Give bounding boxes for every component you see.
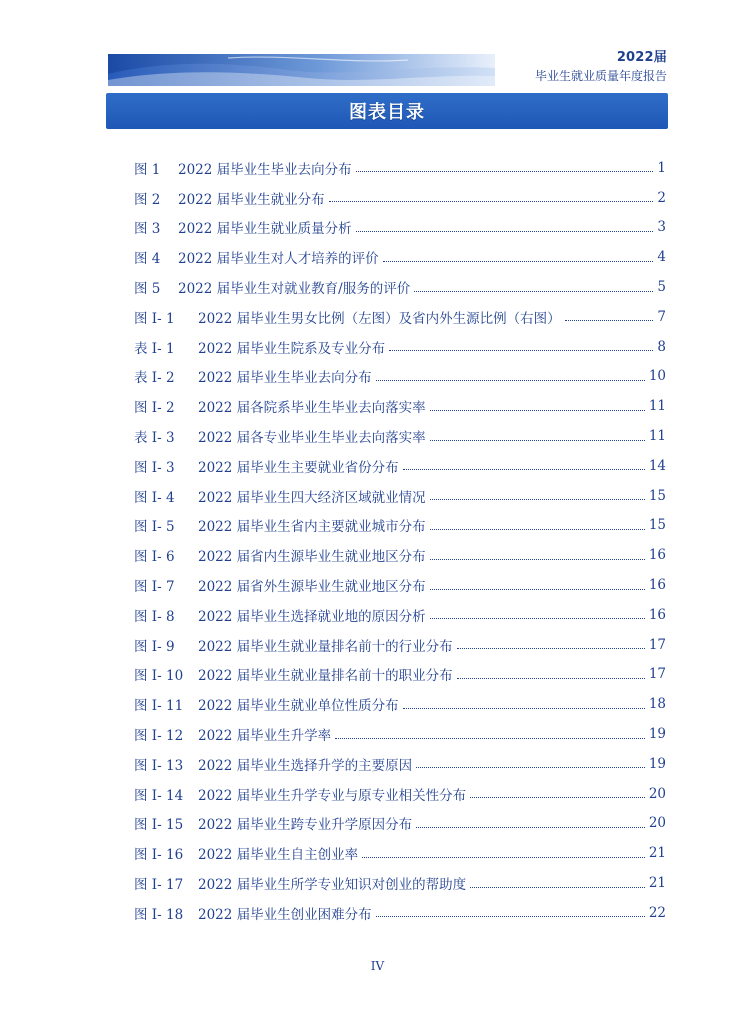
toc-entry-title: 2022 届毕业生就业分布 (178, 191, 325, 208)
toc-entry-page: 19 (648, 755, 666, 772)
toc-entry[interactable] (134, 511, 666, 541)
toc-entry-title: 2022 届毕业生创业困难分布 (198, 906, 372, 923)
toc-entry-label: 表 I- 3 (134, 430, 175, 447)
toc-entry-page: 1 (657, 159, 666, 176)
toc-entry[interactable] (134, 749, 666, 779)
toc-entry-label: 图 I- 12 (134, 728, 184, 745)
dot-leader (416, 767, 645, 768)
toc-entry[interactable] (134, 600, 666, 630)
toc-entry-label: 图 I- 14 (134, 787, 184, 804)
dot-leader (565, 320, 654, 321)
dot-leader (403, 708, 645, 709)
toc-entry-title: 2022 届省外生源毕业生就业地区分布 (198, 579, 426, 596)
toc-entry-label: 表 I- 2 (134, 370, 175, 387)
toc-entry-page: 20 (648, 815, 666, 832)
dot-leader (356, 171, 654, 172)
toc-entry-label: 图 I- 5 (134, 519, 175, 536)
toc-entry-title: 2022 届毕业生就业量排名前十的职业分布 (198, 668, 453, 685)
toc-entry-page: 11 (648, 428, 666, 445)
dot-leader (457, 648, 645, 649)
toc-entry[interactable] (134, 272, 666, 302)
toc-entry[interactable] (134, 660, 666, 690)
toc-entry-title: 2022 届毕业生自主创业率 (198, 847, 359, 864)
toc-entry-label: 图 I- 17 (134, 877, 184, 894)
toc-entry-title: 2022 届毕业生跨专业升学原因分布 (198, 817, 413, 834)
toc-entry-page: 17 (648, 666, 666, 683)
toc-entry[interactable] (134, 391, 666, 421)
toc-entry-label: 表 I- 1 (134, 340, 175, 357)
toc-entry-title: 2022 届毕业生男女比例（左图）及省内外生源比例（右图） (198, 310, 561, 327)
header-wave-banner (108, 54, 495, 86)
toc-entry-page: 20 (648, 785, 666, 802)
toc-entry-page: 8 (657, 338, 666, 355)
dot-leader (335, 738, 645, 739)
dot-leader (430, 618, 645, 619)
toc-entry[interactable] (134, 183, 666, 213)
toc-entry-label: 图 1 (134, 161, 161, 178)
toc-entry[interactable] (134, 362, 666, 392)
toc-entry-page: 4 (657, 249, 666, 266)
toc-entry-page: 5 (657, 279, 666, 296)
dot-leader (430, 529, 645, 530)
toc-entry-page: 2 (657, 189, 666, 206)
toc-entry-title: 2022 届毕业生选择就业地的原因分析 (198, 608, 426, 625)
report-title: 毕业生就业质量年度报告 (534, 69, 667, 83)
toc-entry-label: 图 I- 1 (134, 310, 175, 327)
dot-leader (430, 589, 645, 590)
dot-leader (430, 440, 645, 441)
toc-entry[interactable] (134, 451, 666, 481)
toc-entry-title: 2022 届毕业生院系及专业分布 (198, 340, 386, 357)
toc-entry-title: 2022 届毕业生对人才培养的评价 (178, 251, 379, 268)
toc-entry-page: 7 (657, 308, 666, 325)
toc-entry-page: 16 (648, 606, 666, 623)
toc-entry-label: 图 I- 3 (134, 459, 175, 476)
toc-entry[interactable] (134, 868, 666, 898)
toc-entry-title: 2022 届毕业生就业单位性质分布 (198, 698, 399, 715)
dot-leader (329, 201, 654, 202)
toc-entry-label: 图 2 (134, 191, 161, 208)
toc-entry-label: 图 I- 15 (134, 817, 184, 834)
toc-entry[interactable] (134, 630, 666, 660)
toc-entry-title: 2022 届各院系毕业生毕业去向落实率 (198, 400, 426, 417)
toc-entry-title: 2022 届毕业生选择升学的主要原因 (198, 757, 413, 774)
toc-entry-label: 图 5 (134, 281, 161, 298)
table-of-figures (134, 153, 666, 928)
dot-leader (430, 499, 645, 500)
toc-entry-label: 图 I- 6 (134, 549, 175, 566)
toc-entry-page: 22 (648, 904, 666, 921)
toc-entry-label: 图 I- 10 (134, 668, 184, 685)
toc-entry-label: 图 I- 13 (134, 757, 184, 774)
toc-entry-label: 图 3 (134, 221, 161, 238)
toc-entry-label: 图 I- 4 (134, 489, 175, 506)
page-number: IV (370, 959, 385, 973)
toc-entry-title: 2022 届毕业生就业量排名前十的行业分布 (198, 638, 453, 655)
toc-entry-title: 2022 届毕业生四大经济区域就业情况 (198, 489, 426, 506)
dot-leader (414, 291, 653, 292)
toc-entry-label: 图 I- 11 (134, 698, 184, 715)
toc-entry-page: 18 (648, 696, 666, 713)
toc-entry[interactable] (134, 421, 666, 451)
toc-entry-title: 2022 届省内生源毕业生就业地区分布 (198, 549, 426, 566)
toc-entry-title: 2022 届各专业毕业生毕业去向落实率 (198, 430, 426, 447)
toc-entry[interactable] (134, 689, 666, 719)
toc-entry-title: 2022 届毕业生主要就业省份分布 (198, 459, 399, 476)
toc-entry[interactable] (134, 898, 666, 928)
toc-entry-title: 2022 届毕业生省内主要就业城市分布 (198, 519, 426, 536)
toc-entry[interactable] (134, 332, 666, 362)
toc-entry-label: 图 I- 2 (134, 400, 175, 417)
toc-entry-title: 2022 届毕业生所学专业知识对创业的帮助度 (198, 877, 467, 894)
dot-leader (470, 797, 645, 798)
dot-leader (430, 559, 645, 560)
toc-entry-page: 11 (648, 398, 666, 415)
dot-leader (416, 827, 645, 828)
toc-entry[interactable] (134, 302, 666, 332)
toc-entry[interactable] (134, 481, 666, 511)
toc-entry-page: 17 (648, 636, 666, 653)
toc-entry[interactable] (134, 809, 666, 839)
toc-entry-page: 21 (648, 845, 666, 862)
report-header (535, 50, 667, 84)
dot-leader (457, 678, 645, 679)
toc-entry[interactable] (134, 779, 666, 809)
dot-leader (376, 380, 645, 381)
toc-entry-page: 21 (648, 875, 666, 892)
toc-entry-page: 3 (657, 219, 666, 236)
toc-entry-title: 2022 届毕业生毕业去向分布 (198, 370, 372, 387)
dot-leader (430, 410, 645, 411)
dot-leader (362, 857, 645, 858)
toc-entry[interactable] (134, 838, 666, 868)
toc-entry[interactable] (134, 153, 666, 183)
toc-entry-page: 15 (648, 517, 666, 534)
section-title: 图表目录 (349, 102, 425, 123)
dot-leader (403, 469, 645, 470)
dot-leader (389, 350, 653, 351)
toc-entry-title: 2022 届毕业生就业质量分析 (178, 221, 352, 238)
dot-leader (376, 916, 645, 917)
toc-entry-label: 图 I- 7 (134, 579, 175, 596)
toc-entry-label: 图 I- 9 (134, 638, 175, 655)
toc-entry[interactable] (134, 719, 666, 749)
toc-entry-title: 2022 届毕业生升学率 (198, 728, 332, 745)
toc-entry-label: 图 I- 8 (134, 608, 175, 625)
dot-leader (383, 261, 654, 262)
toc-entry-page: 16 (648, 547, 666, 564)
dot-leader (356, 231, 654, 232)
toc-entry[interactable] (134, 570, 666, 600)
toc-entry-page: 15 (648, 487, 666, 504)
toc-entry-title: 2022 届毕业生对就业教育/服务的评价 (178, 281, 411, 298)
toc-entry-title: 2022 届毕业生升学专业与原专业相关性分布 (198, 787, 467, 804)
toc-entry-label: 图 I- 16 (134, 847, 184, 864)
toc-entry-page: 14 (648, 457, 666, 474)
toc-entry-page: 10 (648, 368, 666, 385)
toc-entry[interactable] (134, 540, 666, 570)
toc-entry-title: 2022 届毕业生毕业去向分布 (178, 161, 352, 178)
toc-entry-label: 图 4 (134, 251, 161, 268)
section-title-bar (106, 93, 668, 129)
toc-entry-label: 图 I- 18 (134, 906, 184, 923)
toc-entry-page: 16 (648, 577, 666, 594)
toc-entry-page: 19 (648, 726, 666, 743)
toc-entry[interactable] (134, 242, 666, 272)
dot-leader (470, 887, 645, 888)
report-year: 2022届 (616, 50, 667, 65)
toc-entry[interactable] (134, 213, 666, 243)
